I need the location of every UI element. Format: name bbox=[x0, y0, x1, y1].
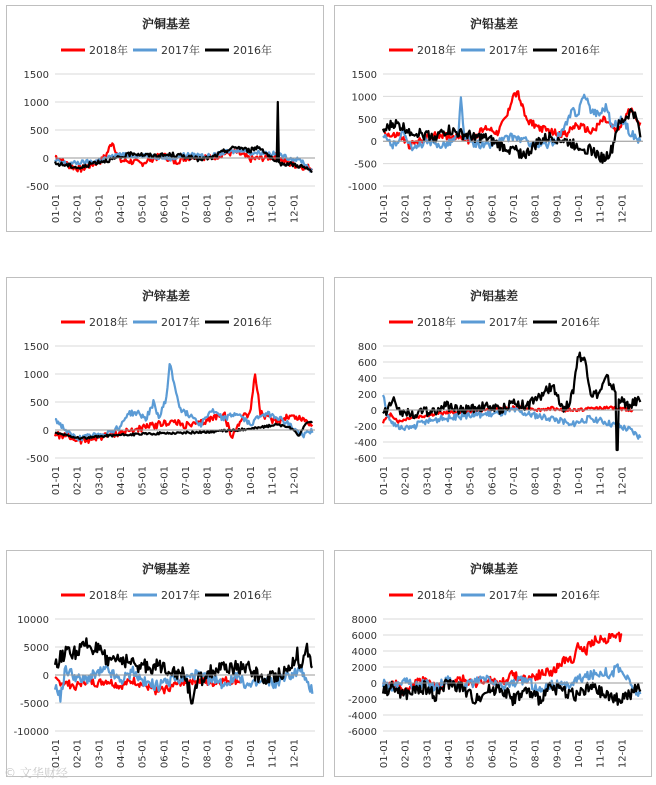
legend-label: 2018年 bbox=[89, 316, 128, 329]
y-tick-label: -6000 bbox=[347, 727, 377, 738]
y-tick-label: -500 bbox=[26, 182, 49, 193]
x-tick-label: 08-01 bbox=[202, 739, 214, 769]
legend-label: 2017年 bbox=[489, 44, 528, 57]
x-tick-label: 06-01 bbox=[487, 194, 499, 224]
x-tick-label: 03-01 bbox=[422, 739, 434, 769]
x-tick-label: 06-01 bbox=[487, 739, 499, 769]
x-tick-label: 10-01 bbox=[574, 194, 585, 224]
y-tick-label: 1500 bbox=[351, 70, 377, 81]
x-tick-label: 11-01 bbox=[595, 739, 607, 769]
y-tick-label: 10000 bbox=[17, 615, 49, 626]
chart-panel-lead-basis bbox=[334, 5, 652, 232]
x-tick-label: 07-01 bbox=[181, 194, 192, 224]
chart-title: 沪锡基差 bbox=[141, 562, 191, 576]
x-tick-label: 04-01 bbox=[116, 739, 127, 769]
legend-label: 2016年 bbox=[233, 316, 272, 329]
x-tick-label: 10-01 bbox=[246, 739, 257, 769]
legend-label: 2017年 bbox=[161, 589, 200, 602]
x-tick-label: 05-01 bbox=[465, 466, 477, 496]
y-tick-label: 500 bbox=[29, 126, 49, 137]
y-tick-label: -1000 bbox=[347, 182, 377, 193]
x-tick-label: 05-01 bbox=[137, 739, 149, 769]
chart-title: 沪铝基差 bbox=[469, 289, 519, 303]
x-tick-label: 05-01 bbox=[465, 739, 477, 769]
legend-label: 2018年 bbox=[89, 44, 128, 57]
y-tick-label: 1000 bbox=[23, 98, 49, 109]
x-tick-label: 06-01 bbox=[159, 739, 171, 769]
chart-svg bbox=[335, 278, 653, 505]
y-tick-label: 1000 bbox=[23, 370, 49, 381]
x-tick-label: 04-01 bbox=[116, 194, 127, 224]
y-tick-label: 800 bbox=[357, 342, 377, 353]
x-tick-label: 11-01 bbox=[595, 466, 607, 496]
x-tick-label: 04-01 bbox=[444, 194, 455, 224]
x-tick-label: 07-01 bbox=[509, 466, 520, 496]
y-tick-label: 6000 bbox=[351, 631, 377, 642]
series-line bbox=[383, 353, 640, 450]
y-tick-label: 500 bbox=[29, 398, 49, 409]
x-tick-label: 01-01 bbox=[379, 739, 390, 769]
x-tick-label: 08-01 bbox=[530, 466, 542, 496]
legend-label: 2018年 bbox=[417, 44, 456, 57]
y-tick-label: -500 bbox=[354, 159, 377, 171]
x-tick-label: 03-01 bbox=[94, 739, 106, 769]
x-tick-label: 02-01 bbox=[400, 739, 412, 769]
legend-label: 2016年 bbox=[233, 44, 272, 57]
x-tick-label: 08-01 bbox=[530, 739, 542, 769]
x-tick-label: 02-01 bbox=[72, 739, 84, 769]
legend-label: 2016年 bbox=[561, 44, 600, 57]
x-tick-label: 02-01 bbox=[72, 194, 84, 224]
x-tick-label: 05-01 bbox=[465, 194, 477, 224]
chart-panel-copper-basis bbox=[6, 5, 324, 232]
chart-panel-aluminum-basis bbox=[334, 277, 652, 504]
x-tick-label: 10-01 bbox=[246, 466, 257, 496]
chart-svg bbox=[7, 6, 325, 233]
x-tick-label: 10-01 bbox=[574, 739, 585, 769]
y-tick-label: 2000 bbox=[351, 663, 377, 674]
x-tick-label: 12-01 bbox=[617, 194, 629, 224]
y-tick-label: -400 bbox=[354, 438, 377, 449]
y-tick-label: 500 bbox=[357, 114, 377, 126]
x-tick-label: 07-01 bbox=[509, 194, 520, 224]
x-tick-label: 12-01 bbox=[617, 466, 629, 496]
legend-label: 2018年 bbox=[417, 589, 456, 602]
x-tick-label: 02-01 bbox=[400, 466, 412, 496]
legend-label: 2016年 bbox=[233, 589, 272, 602]
chart-title: 沪铅基差 bbox=[469, 17, 519, 31]
chart-svg bbox=[335, 6, 653, 233]
x-tick-label: 10-01 bbox=[574, 466, 585, 496]
y-tick-label: 8000 bbox=[351, 615, 377, 626]
x-tick-label: 11-01 bbox=[267, 194, 279, 224]
y-tick-label: -2000 bbox=[347, 695, 377, 706]
x-tick-label: 12-01 bbox=[289, 194, 301, 224]
x-tick-label: 03-01 bbox=[94, 194, 106, 224]
legend-label: 2017年 bbox=[489, 589, 528, 602]
x-tick-label: 03-01 bbox=[422, 466, 434, 496]
chart-svg bbox=[335, 551, 653, 778]
legend-label: 2017年 bbox=[161, 316, 200, 329]
x-tick-label: 11-01 bbox=[267, 466, 279, 496]
x-tick-label: 09-01 bbox=[224, 466, 236, 496]
chart-title: 沪镍基差 bbox=[469, 562, 519, 576]
x-tick-label: 05-01 bbox=[137, 194, 149, 224]
y-tick-label: -4000 bbox=[347, 711, 377, 722]
x-tick-label: 06-01 bbox=[159, 466, 171, 496]
legend-label: 2017年 bbox=[161, 44, 200, 57]
x-tick-label: 12-01 bbox=[617, 739, 629, 769]
x-tick-label: 09-01 bbox=[224, 194, 236, 224]
x-tick-label: 01-01 bbox=[379, 194, 390, 224]
y-tick-label: 1500 bbox=[23, 70, 49, 81]
y-tick-label: 5000 bbox=[23, 643, 49, 654]
y-tick-label: -10000 bbox=[13, 727, 49, 738]
legend-label: 2017年 bbox=[489, 316, 528, 329]
x-tick-label: 10-01 bbox=[246, 194, 257, 224]
x-tick-label: 06-01 bbox=[159, 194, 171, 224]
legend-label: 2018年 bbox=[89, 589, 128, 602]
x-tick-label: 01-01 bbox=[51, 739, 62, 769]
x-tick-label: 08-01 bbox=[530, 194, 542, 224]
x-tick-label: 02-01 bbox=[72, 466, 84, 496]
y-tick-label: 0 bbox=[370, 679, 377, 690]
y-tick-label: 1000 bbox=[351, 92, 377, 104]
chart-panel-tin-basis bbox=[6, 550, 324, 777]
x-tick-label: 09-01 bbox=[552, 466, 564, 496]
y-tick-label: -600 bbox=[354, 454, 377, 465]
x-tick-label: 01-01 bbox=[379, 466, 390, 496]
x-tick-label: 12-01 bbox=[289, 739, 301, 769]
y-tick-label: 200 bbox=[357, 390, 377, 401]
y-tick-label: 1500 bbox=[23, 342, 49, 353]
legend-label: 2016年 bbox=[561, 589, 600, 602]
x-tick-label: 01-01 bbox=[51, 194, 62, 224]
y-tick-label: -5000 bbox=[19, 699, 49, 710]
y-tick-label: 0 bbox=[42, 426, 49, 437]
watermark: © 文华财经 bbox=[4, 766, 68, 780]
x-tick-label: 04-01 bbox=[444, 466, 455, 496]
chart-panel-zinc-basis bbox=[6, 277, 324, 504]
y-tick-label: 4000 bbox=[351, 647, 377, 658]
x-tick-label: 07-01 bbox=[181, 466, 192, 496]
legend-label: 2018年 bbox=[417, 316, 456, 329]
x-tick-label: 04-01 bbox=[444, 739, 455, 769]
x-tick-label: 11-01 bbox=[267, 739, 279, 769]
y-tick-label: -200 bbox=[354, 422, 377, 433]
chart-panel-nickel-basis bbox=[334, 550, 652, 777]
x-tick-label: 02-01 bbox=[400, 194, 412, 224]
x-tick-label: 06-01 bbox=[487, 466, 499, 496]
chart-title: 沪铜基差 bbox=[141, 17, 191, 31]
x-tick-label: 01-01 bbox=[51, 466, 62, 496]
x-tick-label: 12-01 bbox=[289, 466, 301, 496]
x-tick-label: 11-01 bbox=[595, 194, 607, 224]
x-tick-label: 03-01 bbox=[422, 194, 434, 224]
chart-svg bbox=[7, 278, 325, 505]
x-tick-label: 09-01 bbox=[552, 739, 564, 769]
x-tick-label: 07-01 bbox=[181, 739, 192, 769]
x-tick-label: 03-01 bbox=[94, 466, 106, 496]
y-tick-label: 0 bbox=[42, 671, 49, 682]
x-tick-label: 08-01 bbox=[202, 466, 214, 496]
x-tick-label: 07-01 bbox=[509, 739, 520, 769]
y-tick-label: 0 bbox=[370, 137, 377, 149]
x-tick-label: 09-01 bbox=[552, 194, 564, 224]
y-tick-label: 0 bbox=[42, 154, 49, 165]
x-tick-label: 09-01 bbox=[224, 739, 236, 769]
x-tick-label: 08-01 bbox=[202, 194, 214, 224]
y-tick-label: 400 bbox=[357, 374, 377, 385]
x-tick-label: 04-01 bbox=[116, 466, 127, 496]
y-tick-label: 0 bbox=[370, 406, 377, 417]
y-tick-label: -500 bbox=[26, 454, 49, 465]
chart-title: 沪锌基差 bbox=[141, 289, 191, 303]
y-tick-label: 600 bbox=[357, 358, 377, 369]
chart-svg bbox=[7, 551, 325, 778]
x-tick-label: 05-01 bbox=[137, 466, 149, 496]
legend-label: 2016年 bbox=[561, 316, 600, 329]
